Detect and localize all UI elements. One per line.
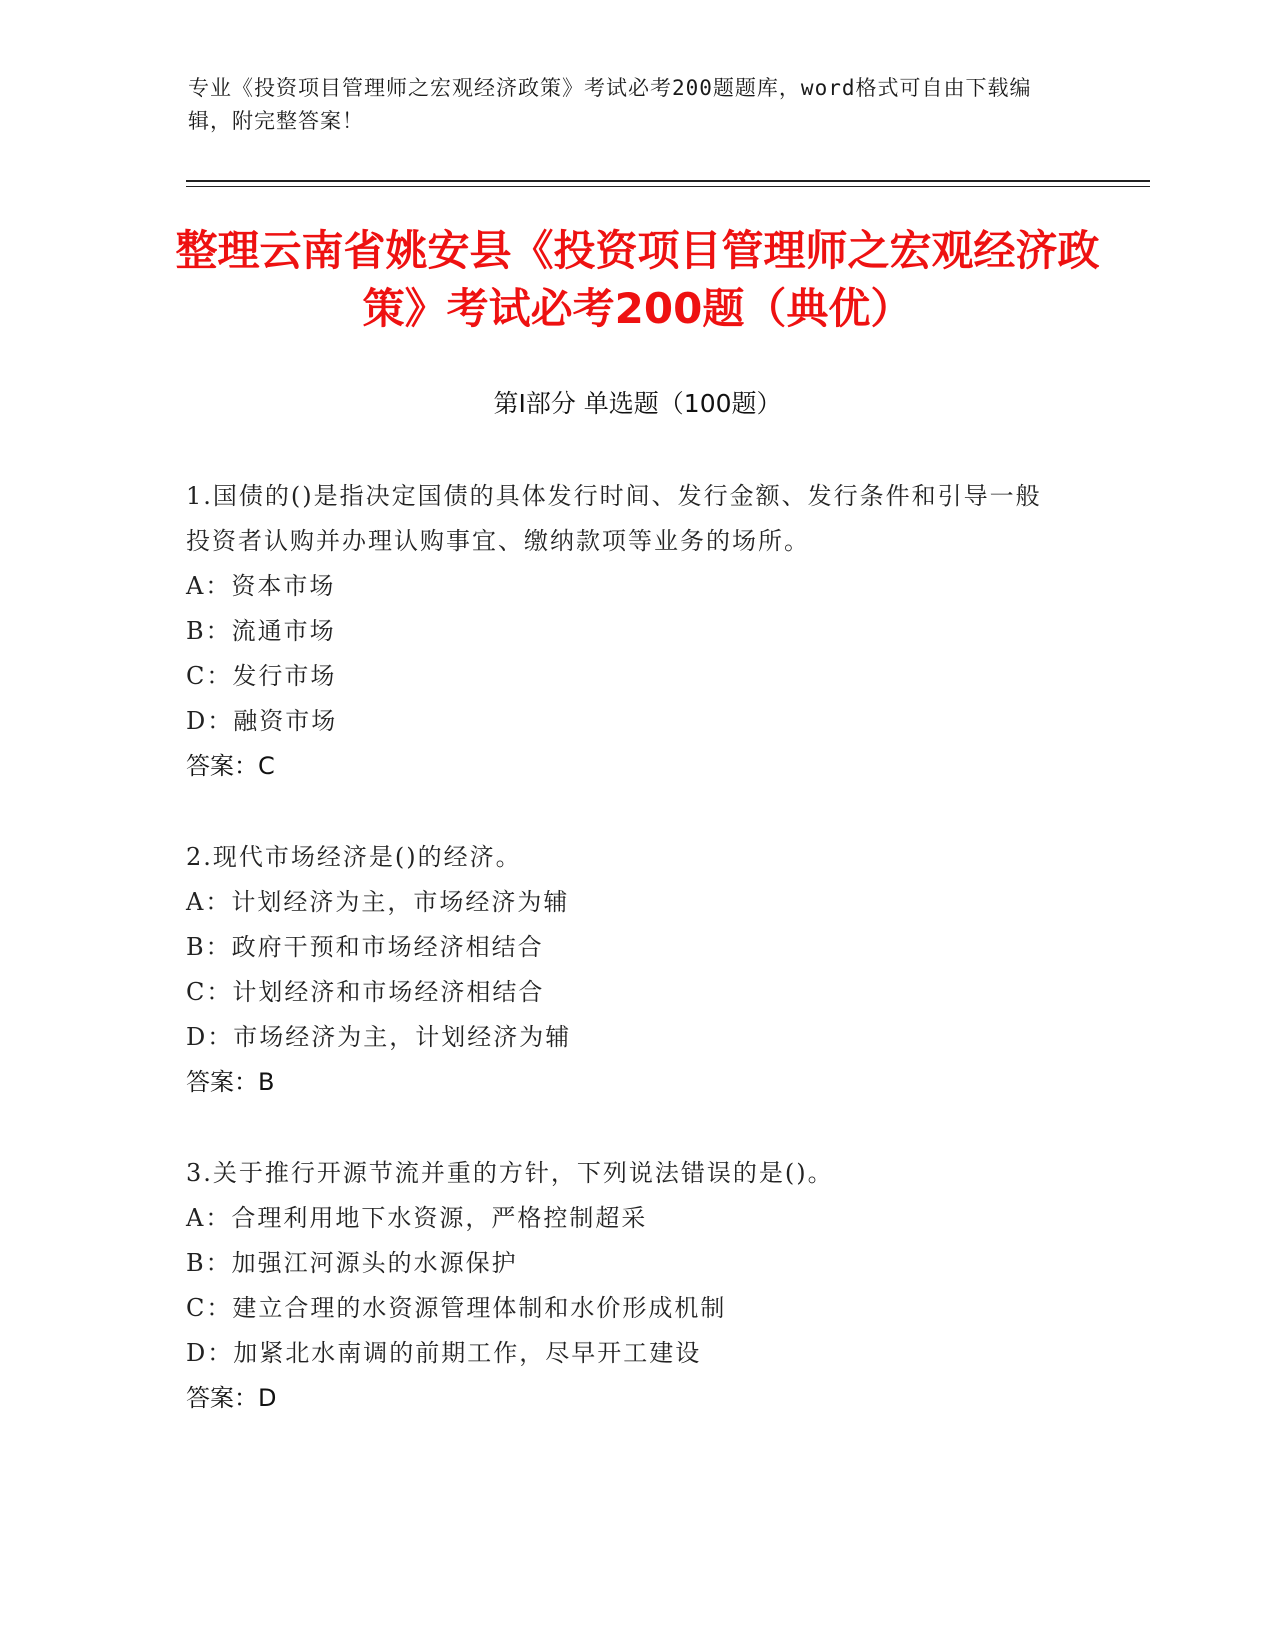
question-2: [186, 835, 1066, 1105]
option-b: B：加强江河源头的水源保护: [186, 1249, 518, 1277]
question-stem: 3.关于推行开源节流并重的方针，下列说法错误的是()。: [186, 1159, 834, 1187]
option-d: D：融资市场: [186, 707, 338, 735]
question-list: [186, 474, 1066, 1467]
section-title: 第Ⅰ部分 单选题（100题）: [493, 389, 782, 418]
option-b: B：流通市场: [186, 617, 336, 645]
question-3: [186, 1151, 1066, 1421]
answer: 答案：C: [186, 752, 275, 780]
answer: 答案：B: [186, 1068, 275, 1096]
document-title: 整理云南省姚安县《投资项目管理师之宏观经济政策》考试必考200题（典优）: [175, 226, 1100, 333]
option-c: C：发行市场: [186, 662, 337, 690]
header-divider-thick: [186, 180, 1150, 182]
option-a: A：合理利用地下水资源，严格控制超采: [186, 1204, 648, 1232]
question-stem: 2.现代市场经济是()的经济。: [186, 843, 522, 871]
option-a: A：计划经济为主，市场经济为辅: [186, 888, 570, 916]
header-note: 专业《投资项目管理师之宏观经济政策》考试必考200题题库，word格式可自由下载编辑，附完整答案！: [188, 76, 1032, 133]
option-a: A：资本市场: [186, 572, 336, 600]
answer: 答案：D: [186, 1384, 277, 1412]
option-c: C：建立合理的水资源管理体制和水价形成机制: [186, 1294, 727, 1322]
option-c: C：计划经济和市场经济相结合: [186, 978, 545, 1006]
question-stem: 1.国债的()是指决定国债的具体发行时间、发行金额、发行条件和引导一般投资者认购并办理认购事宜、缴纳款项等业务的场所。: [186, 482, 1042, 555]
question-1: [186, 474, 1066, 789]
option-b: B：政府干预和市场经济相结合: [186, 933, 544, 961]
option-d: D：市场经济为主，计划经济为辅: [186, 1023, 572, 1051]
option-d: D：加紧北水南调的前期工作，尽早开工建设: [186, 1339, 702, 1367]
header-divider-thin: [186, 186, 1150, 187]
